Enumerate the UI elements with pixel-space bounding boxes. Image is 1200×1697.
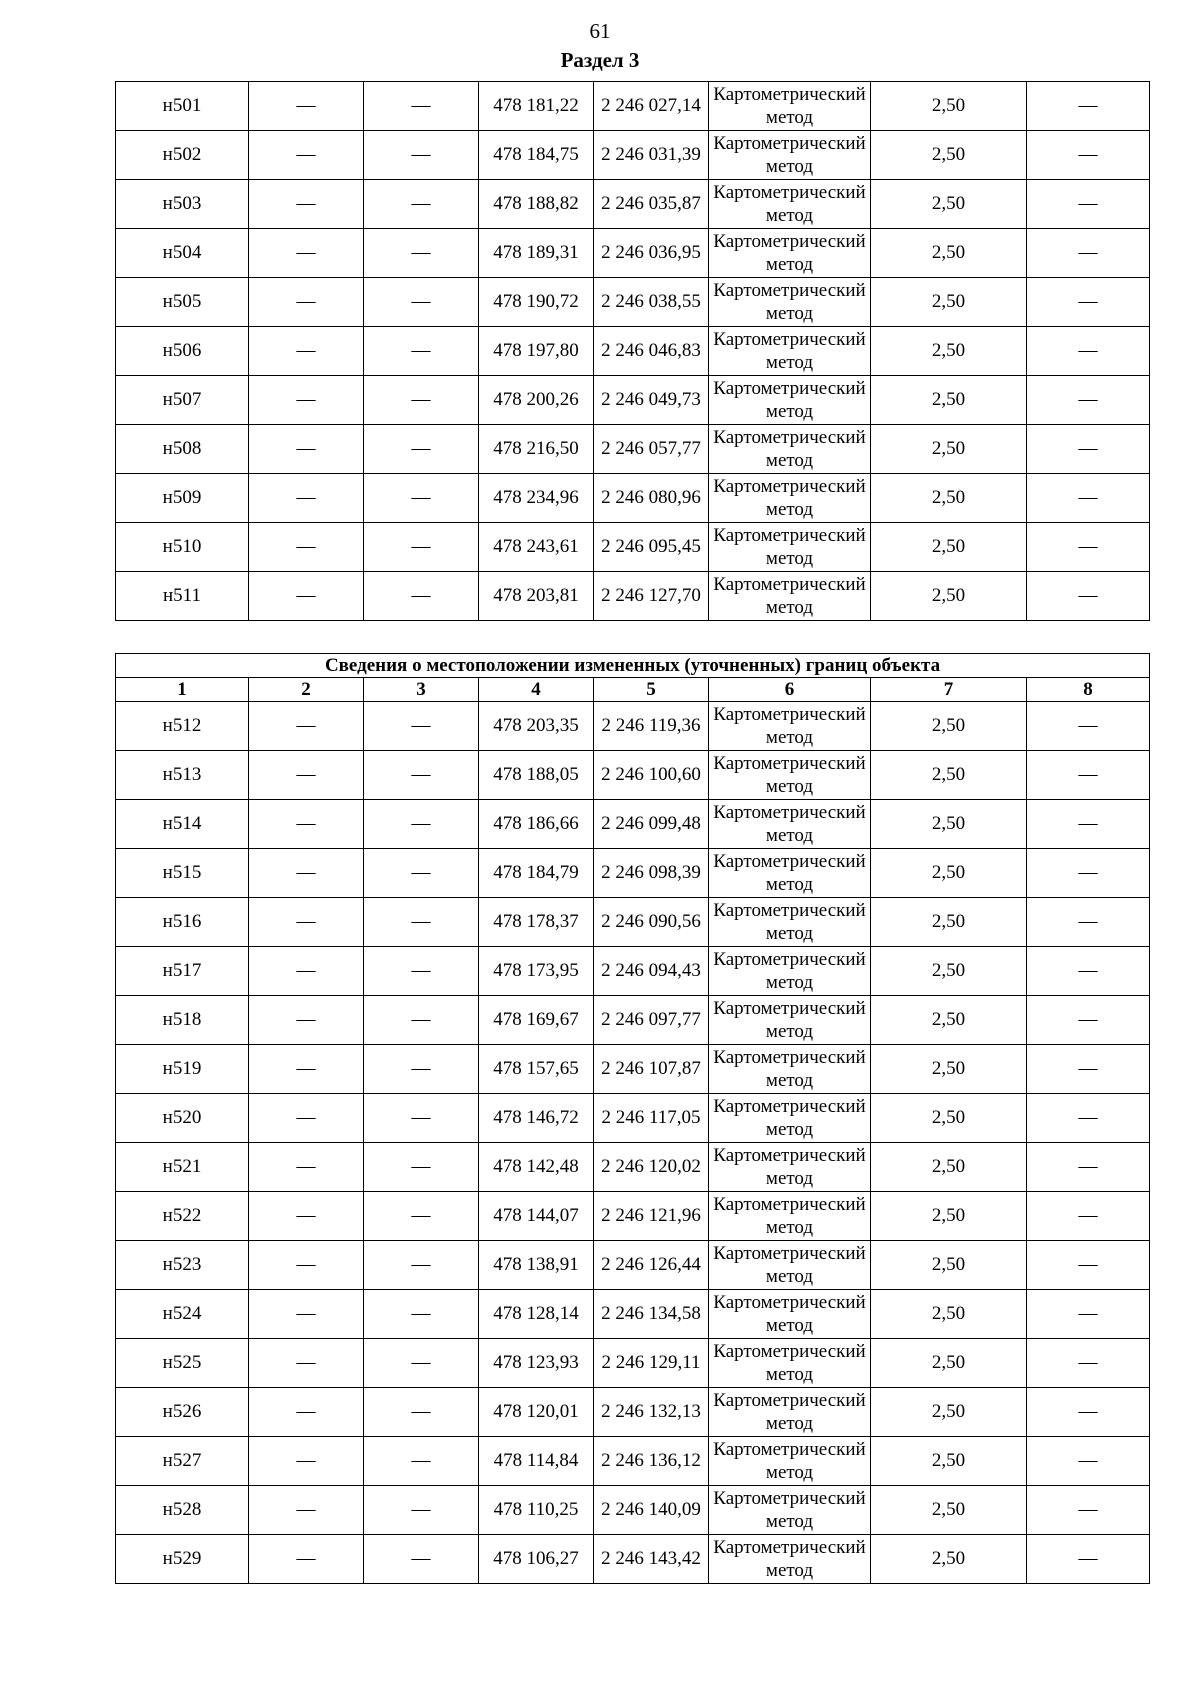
y-coordinate-cell: 2 246 143,42 <box>594 1535 709 1584</box>
empty-value-cell: — <box>1027 1290 1150 1339</box>
x-coordinate-cell: 478 146,72 <box>479 1094 594 1143</box>
table-row <box>116 474 1150 523</box>
point-cell: н523 <box>116 1241 249 1290</box>
empty-value-cell: — <box>1027 1339 1150 1388</box>
y-coordinate-cell: 2 246 127,70 <box>594 572 709 621</box>
empty-value-cell: — <box>1027 1388 1150 1437</box>
table-row <box>116 425 1150 474</box>
x-coordinate-cell: 478 186,66 <box>479 800 594 849</box>
table-row <box>116 82 1150 131</box>
empty-value-cell: — <box>1027 1045 1150 1094</box>
table-caption: Сведения о местоположении измененных (уточненных) границ объекта <box>116 654 1150 678</box>
empty-value-cell: — <box>1027 1486 1150 1535</box>
empty-value-cell: — <box>364 1388 479 1437</box>
empty-value-cell: — <box>364 1094 479 1143</box>
y-coordinate-cell: 2 246 132,13 <box>594 1388 709 1437</box>
method-cell: Картометрический метод <box>709 425 871 474</box>
column-number: 2 <box>249 678 364 702</box>
table-row <box>116 1437 1150 1486</box>
table-row <box>116 1339 1150 1388</box>
column-number: 7 <box>871 678 1027 702</box>
table-row <box>116 523 1150 572</box>
empty-value-cell: — <box>364 180 479 229</box>
empty-value-cell: — <box>1027 131 1150 180</box>
empty-value-cell: — <box>249 474 364 523</box>
point-cell: н521 <box>116 1143 249 1192</box>
empty-value-cell: — <box>249 1241 364 1290</box>
point-cell: н526 <box>116 1388 249 1437</box>
table-row <box>116 131 1150 180</box>
empty-value-cell: — <box>364 82 479 131</box>
point-cell: н511 <box>116 572 249 621</box>
method-cell: Картометрический метод <box>709 131 871 180</box>
method-cell: Картометрический метод <box>709 1045 871 1094</box>
table-caption-row <box>116 654 1150 678</box>
empty-value-cell: — <box>364 702 479 751</box>
empty-value-cell: — <box>249 751 364 800</box>
method-cell: Картометрический метод <box>709 1241 871 1290</box>
empty-value-cell: — <box>1027 180 1150 229</box>
accuracy-cell: 2,50 <box>871 376 1027 425</box>
x-coordinate-cell: 478 128,14 <box>479 1290 594 1339</box>
x-coordinate-cell: 478 142,48 <box>479 1143 594 1192</box>
empty-value-cell: — <box>364 1486 479 1535</box>
point-cell: н510 <box>116 523 249 572</box>
accuracy-cell: 2,50 <box>871 849 1027 898</box>
y-coordinate-cell: 2 246 119,36 <box>594 702 709 751</box>
method-cell: Картометрический метод <box>709 1094 871 1143</box>
column-number: 6 <box>709 678 871 702</box>
x-coordinate-cell: 478 178,37 <box>479 898 594 947</box>
x-coordinate-cell: 478 234,96 <box>479 474 594 523</box>
y-coordinate-cell: 2 246 140,09 <box>594 1486 709 1535</box>
point-cell: н517 <box>116 947 249 996</box>
table-row <box>116 1094 1150 1143</box>
accuracy-cell: 2,50 <box>871 229 1027 278</box>
table-row <box>116 180 1150 229</box>
column-number: 4 <box>479 678 594 702</box>
empty-value-cell: — <box>249 800 364 849</box>
column-number: 8 <box>1027 678 1150 702</box>
x-coordinate-cell: 478 203,81 <box>479 572 594 621</box>
empty-value-cell: — <box>249 523 364 572</box>
empty-value-cell: — <box>364 849 479 898</box>
y-coordinate-cell: 2 246 121,96 <box>594 1192 709 1241</box>
point-cell: н503 <box>116 180 249 229</box>
empty-value-cell: — <box>1027 1241 1150 1290</box>
empty-value-cell: — <box>249 898 364 947</box>
table-row <box>116 751 1150 800</box>
column-number: 1 <box>116 678 249 702</box>
x-coordinate-cell: 478 200,26 <box>479 376 594 425</box>
y-coordinate-cell: 2 246 097,77 <box>594 996 709 1045</box>
method-cell: Картометрический метод <box>709 800 871 849</box>
point-cell: н502 <box>116 131 249 180</box>
method-cell: Картометрический метод <box>709 947 871 996</box>
y-coordinate-cell: 2 246 057,77 <box>594 425 709 474</box>
coordinates-table-top <box>115 81 1150 621</box>
y-coordinate-cell: 2 246 090,56 <box>594 898 709 947</box>
accuracy-cell: 2,50 <box>871 751 1027 800</box>
x-coordinate-cell: 478 190,72 <box>479 278 594 327</box>
empty-value-cell: — <box>1027 278 1150 327</box>
empty-value-cell: — <box>364 947 479 996</box>
point-cell: н508 <box>116 425 249 474</box>
empty-value-cell: — <box>249 425 364 474</box>
table-row <box>116 572 1150 621</box>
accuracy-cell: 2,50 <box>871 327 1027 376</box>
method-cell: Картометрический метод <box>709 180 871 229</box>
accuracy-cell: 2,50 <box>871 1241 1027 1290</box>
method-cell: Картометрический метод <box>709 229 871 278</box>
accuracy-cell: 2,50 <box>871 702 1027 751</box>
empty-value-cell: — <box>1027 523 1150 572</box>
empty-value-cell: — <box>364 898 479 947</box>
accuracy-cell: 2,50 <box>871 474 1027 523</box>
y-coordinate-cell: 2 246 120,02 <box>594 1143 709 1192</box>
point-cell: н507 <box>116 376 249 425</box>
x-coordinate-cell: 478 120,01 <box>479 1388 594 1437</box>
method-cell: Картометрический метод <box>709 1388 871 1437</box>
point-cell: н527 <box>116 1437 249 1486</box>
empty-value-cell: — <box>249 572 364 621</box>
empty-value-cell: — <box>249 1388 364 1437</box>
table-row <box>116 1388 1150 1437</box>
accuracy-cell: 2,50 <box>871 1437 1027 1486</box>
x-coordinate-cell: 478 189,31 <box>479 229 594 278</box>
empty-value-cell: — <box>1027 229 1150 278</box>
empty-value-cell: — <box>1027 702 1150 751</box>
method-cell: Картометрический метод <box>709 751 871 800</box>
empty-value-cell: — <box>364 278 479 327</box>
table-row <box>116 1143 1150 1192</box>
x-coordinate-cell: 478 173,95 <box>479 947 594 996</box>
table-row <box>116 947 1150 996</box>
accuracy-cell: 2,50 <box>871 1535 1027 1584</box>
x-coordinate-cell: 478 144,07 <box>479 1192 594 1241</box>
method-cell: Картометрический метод <box>709 702 871 751</box>
empty-value-cell: — <box>364 751 479 800</box>
point-cell: н516 <box>116 898 249 947</box>
x-coordinate-cell: 478 157,65 <box>479 1045 594 1094</box>
y-coordinate-cell: 2 246 100,60 <box>594 751 709 800</box>
accuracy-cell: 2,50 <box>871 1290 1027 1339</box>
x-coordinate-cell: 478 203,35 <box>479 702 594 751</box>
point-cell: н512 <box>116 702 249 751</box>
section-title: Раздел 3 <box>560 48 640 72</box>
empty-value-cell: — <box>249 849 364 898</box>
empty-value-cell: — <box>364 131 479 180</box>
empty-value-cell: — <box>249 1535 364 1584</box>
empty-value-cell: — <box>364 572 479 621</box>
point-cell: н501 <box>116 82 249 131</box>
table-row <box>116 849 1150 898</box>
accuracy-cell: 2,50 <box>871 898 1027 947</box>
table-row <box>116 229 1150 278</box>
y-coordinate-cell: 2 246 027,14 <box>594 82 709 131</box>
empty-value-cell: — <box>1027 1143 1150 1192</box>
empty-value-cell: — <box>249 1437 364 1486</box>
accuracy-cell: 2,50 <box>871 131 1027 180</box>
point-cell: н525 <box>116 1339 249 1388</box>
accuracy-cell: 2,50 <box>871 523 1027 572</box>
accuracy-cell: 2,50 <box>871 1094 1027 1143</box>
empty-value-cell: — <box>249 1045 364 1094</box>
y-coordinate-cell: 2 246 136,12 <box>594 1437 709 1486</box>
y-coordinate-cell: 2 246 080,96 <box>594 474 709 523</box>
table-row <box>116 1192 1150 1241</box>
empty-value-cell: — <box>249 131 364 180</box>
accuracy-cell: 2,50 <box>871 82 1027 131</box>
accuracy-cell: 2,50 <box>871 1339 1027 1388</box>
empty-value-cell: — <box>249 1339 364 1388</box>
empty-value-cell: — <box>364 327 479 376</box>
empty-value-cell: — <box>364 1437 479 1486</box>
method-cell: Картометрический метод <box>709 1290 871 1339</box>
empty-value-cell: — <box>364 425 479 474</box>
x-coordinate-cell: 478 169,67 <box>479 996 594 1045</box>
x-coordinate-cell: 478 123,93 <box>479 1339 594 1388</box>
empty-value-cell: — <box>249 996 364 1045</box>
y-coordinate-cell: 2 246 126,44 <box>594 1241 709 1290</box>
column-number: 3 <box>364 678 479 702</box>
table-row <box>116 1045 1150 1094</box>
method-cell: Картометрический метод <box>709 327 871 376</box>
empty-value-cell: — <box>249 1486 364 1535</box>
method-cell: Картометрический метод <box>709 1143 871 1192</box>
method-cell: Картометрический метод <box>709 1339 871 1388</box>
empty-value-cell: — <box>1027 751 1150 800</box>
empty-value-cell: — <box>249 1143 364 1192</box>
x-coordinate-cell: 478 184,75 <box>479 131 594 180</box>
empty-value-cell: — <box>1027 572 1150 621</box>
empty-value-cell: — <box>364 229 479 278</box>
x-coordinate-cell: 478 216,50 <box>479 425 594 474</box>
accuracy-cell: 2,50 <box>871 1192 1027 1241</box>
point-cell: н506 <box>116 327 249 376</box>
empty-value-cell: — <box>1027 800 1150 849</box>
method-cell: Картометрический метод <box>709 996 871 1045</box>
empty-value-cell: — <box>249 327 364 376</box>
column-number-row <box>116 678 1150 702</box>
empty-value-cell: — <box>1027 327 1150 376</box>
y-coordinate-cell: 2 246 031,39 <box>594 131 709 180</box>
empty-value-cell: — <box>364 800 479 849</box>
y-coordinate-cell: 2 246 117,05 <box>594 1094 709 1143</box>
point-cell: н520 <box>116 1094 249 1143</box>
empty-value-cell: — <box>249 1192 364 1241</box>
accuracy-cell: 2,50 <box>871 996 1027 1045</box>
y-coordinate-cell: 2 246 046,83 <box>594 327 709 376</box>
accuracy-cell: 2,50 <box>871 180 1027 229</box>
x-coordinate-cell: 478 114,84 <box>479 1437 594 1486</box>
point-cell: н524 <box>116 1290 249 1339</box>
empty-value-cell: — <box>1027 947 1150 996</box>
empty-value-cell: — <box>364 1535 479 1584</box>
empty-value-cell: — <box>364 996 479 1045</box>
y-coordinate-cell: 2 246 098,39 <box>594 849 709 898</box>
x-coordinate-cell: 478 138,91 <box>479 1241 594 1290</box>
y-coordinate-cell: 2 246 099,48 <box>594 800 709 849</box>
x-coordinate-cell: 478 243,61 <box>479 523 594 572</box>
y-coordinate-cell: 2 246 129,11 <box>594 1339 709 1388</box>
point-cell: н515 <box>116 849 249 898</box>
empty-value-cell: — <box>1027 849 1150 898</box>
empty-value-cell: — <box>1027 996 1150 1045</box>
method-cell: Картометрический метод <box>709 1535 871 1584</box>
empty-value-cell: — <box>364 1143 479 1192</box>
method-cell: Картометрический метод <box>709 1437 871 1486</box>
method-cell: Картометрический метод <box>709 1486 871 1535</box>
point-cell: н518 <box>116 996 249 1045</box>
empty-value-cell: — <box>1027 376 1150 425</box>
y-coordinate-cell: 2 246 049,73 <box>594 376 709 425</box>
x-coordinate-cell: 478 188,82 <box>479 180 594 229</box>
accuracy-cell: 2,50 <box>871 572 1027 621</box>
accuracy-cell: 2,50 <box>871 1143 1027 1192</box>
page-number: 61 <box>589 19 611 43</box>
method-cell: Картометрический метод <box>709 849 871 898</box>
point-cell: н504 <box>116 229 249 278</box>
point-cell: н513 <box>116 751 249 800</box>
table-row <box>116 278 1150 327</box>
empty-value-cell: — <box>1027 898 1150 947</box>
y-coordinate-cell: 2 246 038,55 <box>594 278 709 327</box>
table-row <box>116 1241 1150 1290</box>
table-row <box>116 898 1150 947</box>
x-coordinate-cell: 478 184,79 <box>479 849 594 898</box>
method-cell: Картометрический метод <box>709 474 871 523</box>
empty-value-cell: — <box>249 180 364 229</box>
empty-value-cell: — <box>364 376 479 425</box>
empty-value-cell: — <box>249 1094 364 1143</box>
method-cell: Картометрический метод <box>709 572 871 621</box>
accuracy-cell: 2,50 <box>871 1486 1027 1535</box>
method-cell: Картометрический метод <box>709 898 871 947</box>
empty-value-cell: — <box>364 1339 479 1388</box>
table-row <box>116 702 1150 751</box>
table-row <box>116 1486 1150 1535</box>
table-row <box>116 996 1150 1045</box>
method-cell: Картометрический метод <box>709 82 871 131</box>
empty-value-cell: — <box>1027 425 1150 474</box>
point-cell: н528 <box>116 1486 249 1535</box>
empty-value-cell: — <box>1027 474 1150 523</box>
empty-value-cell: — <box>249 229 364 278</box>
point-cell: н509 <box>116 474 249 523</box>
table-row <box>116 327 1150 376</box>
y-coordinate-cell: 2 246 035,87 <box>594 180 709 229</box>
empty-value-cell: — <box>249 82 364 131</box>
point-cell: н519 <box>116 1045 249 1094</box>
y-coordinate-cell: 2 246 094,43 <box>594 947 709 996</box>
table-row <box>116 376 1150 425</box>
coordinates-table-bottom <box>115 653 1150 1584</box>
table-row <box>116 1290 1150 1339</box>
x-coordinate-cell: 478 106,27 <box>479 1535 594 1584</box>
x-coordinate-cell: 478 188,05 <box>479 751 594 800</box>
empty-value-cell: — <box>364 1045 479 1094</box>
method-cell: Картометрический метод <box>709 523 871 572</box>
y-coordinate-cell: 2 246 036,95 <box>594 229 709 278</box>
empty-value-cell: — <box>1027 1094 1150 1143</box>
empty-value-cell: — <box>1027 1535 1150 1584</box>
accuracy-cell: 2,50 <box>871 425 1027 474</box>
point-cell: н505 <box>116 278 249 327</box>
method-cell: Картометрический метод <box>709 278 871 327</box>
empty-value-cell: — <box>364 1192 479 1241</box>
accuracy-cell: 2,50 <box>871 1045 1027 1094</box>
empty-value-cell: — <box>1027 1192 1150 1241</box>
accuracy-cell: 2,50 <box>871 1388 1027 1437</box>
empty-value-cell: — <box>249 376 364 425</box>
empty-value-cell: — <box>249 278 364 327</box>
accuracy-cell: 2,50 <box>871 800 1027 849</box>
x-coordinate-cell: 478 197,80 <box>479 327 594 376</box>
accuracy-cell: 2,50 <box>871 947 1027 996</box>
table-row <box>116 1535 1150 1584</box>
x-coordinate-cell: 478 110,25 <box>479 1486 594 1535</box>
table-row <box>116 800 1150 849</box>
y-coordinate-cell: 2 246 095,45 <box>594 523 709 572</box>
point-cell: н522 <box>116 1192 249 1241</box>
point-cell: н529 <box>116 1535 249 1584</box>
method-cell: Картометрический метод <box>709 1192 871 1241</box>
column-number: 5 <box>594 678 709 702</box>
point-cell: н514 <box>116 800 249 849</box>
empty-value-cell: — <box>1027 1437 1150 1486</box>
y-coordinate-cell: 2 246 107,87 <box>594 1045 709 1094</box>
y-coordinate-cell: 2 246 134,58 <box>594 1290 709 1339</box>
empty-value-cell: — <box>249 702 364 751</box>
method-cell: Картометрический метод <box>709 376 871 425</box>
empty-value-cell: — <box>364 1241 479 1290</box>
empty-value-cell: — <box>364 474 479 523</box>
empty-value-cell: — <box>1027 82 1150 131</box>
empty-value-cell: — <box>364 523 479 572</box>
accuracy-cell: 2,50 <box>871 278 1027 327</box>
empty-value-cell: — <box>249 1290 364 1339</box>
empty-value-cell: — <box>249 947 364 996</box>
x-coordinate-cell: 478 181,22 <box>479 82 594 131</box>
empty-value-cell: — <box>364 1290 479 1339</box>
